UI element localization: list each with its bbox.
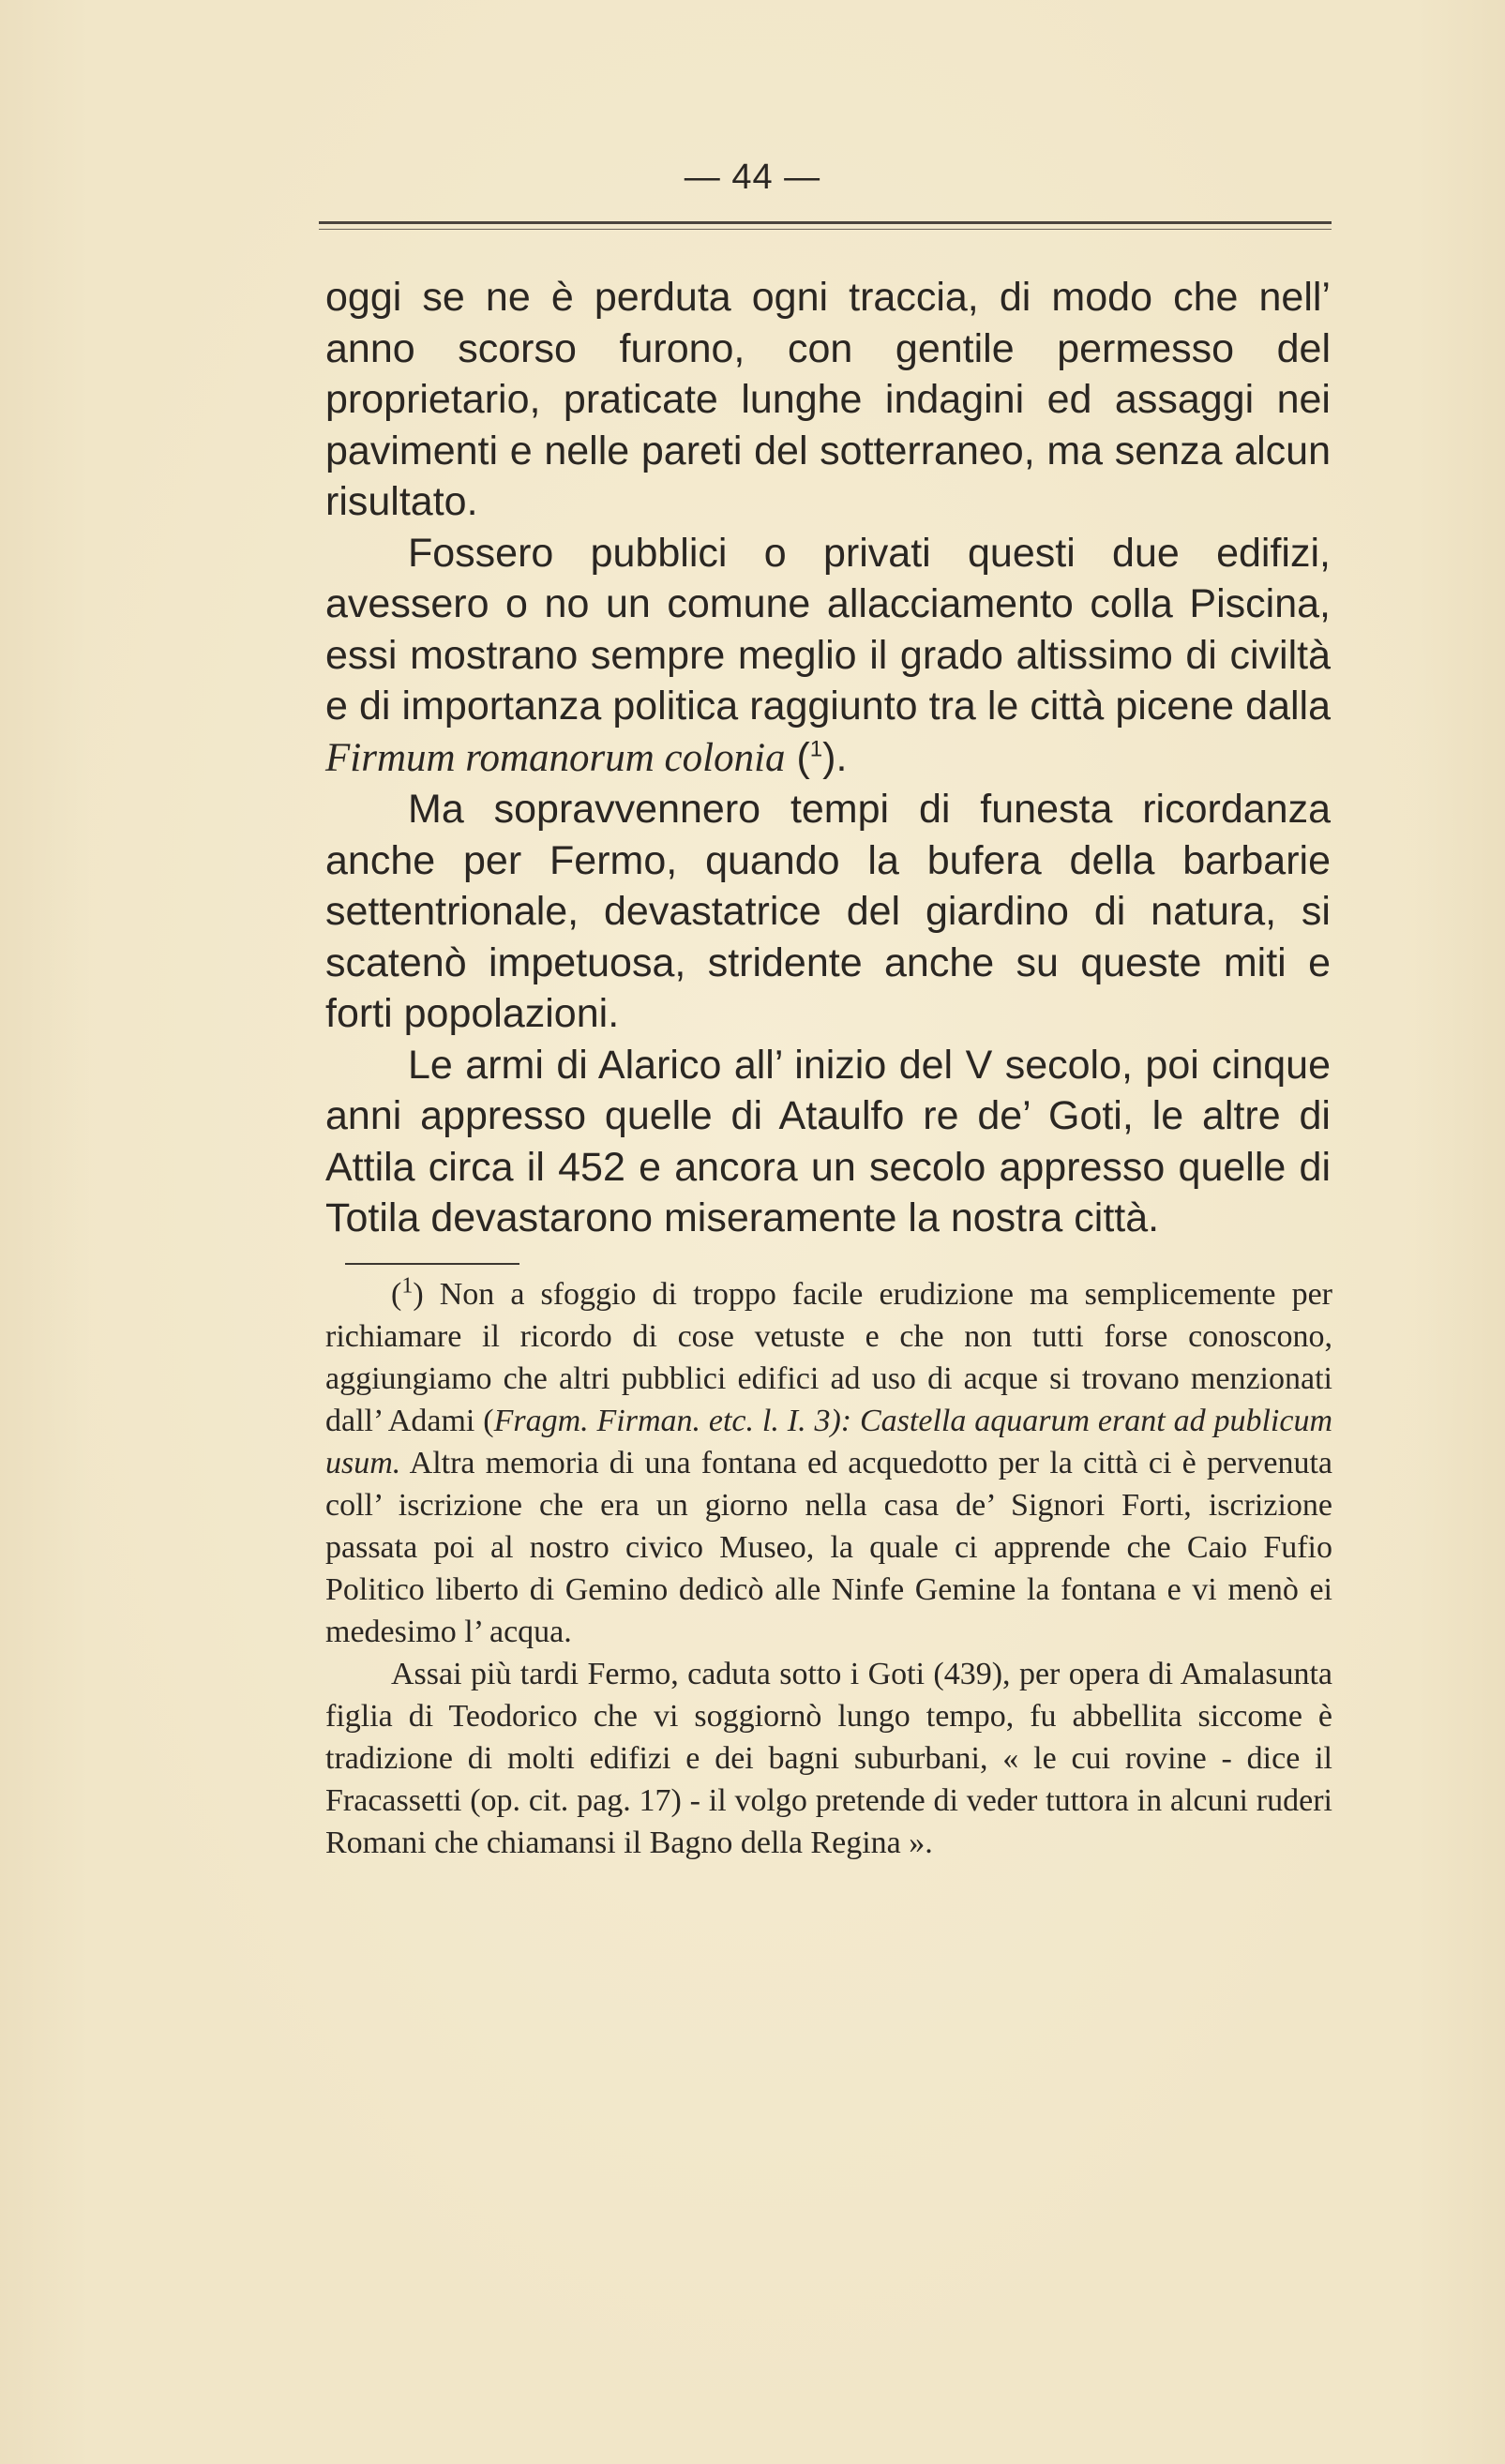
- footnote-1: ($^1$) Non a sfoggio di troppo facile erudizione ma semplicemente per richiamare il ricordo di cose vetuste e che non tutti forse conoscono, aggiungiamo che altri pubblici edifici ad uso di acque si trovano menzionati dall’ Adami (Fragm. Firman. etc. l. I. 3): Castella aquarum erant ad publicum usum. Altra memoria di una fontana ed acquedotto per la città ci è pervenuta coll’ iscrizione che era un giorno nella casa de’ Signori Forti, iscrizione passata poi al nostro civico Museo, la quale ci apprende che Caio Fufio Politico liberto di Gemino dedicò alle Ninfe Gemine la fontana e vi menò ei medesimo l’ acqua.: [325, 1273, 1333, 1649]
- footnote-1-text-continued: Altra memoria di una fontana ed acquedotto per la città ci è pervenuta coll’ iscrizione che era un giorno nella casa de’ Signori Forti, iscrizione passata poi al nostro civico Museo, la quale ci apprende che Caio Fufio Politico liberto di Gemino dedicò alle Ninfe Gemine la fontana e vi menò ei medesimo l’ acqua.: [325, 1446, 1332, 1649]
- paragraph-4: Le armi di Alarico all’ inizio del V secolo, poi cinque anni appresso quelle di Ataulfo re de’ Goti, le altre di Attila circa il 452 e ancora un secolo appresso quelle di Totila devastarono miseramente la nostra città.: [325, 1042, 1331, 1240]
- footnotes: [325, 1273, 1332, 1864]
- footnote-ref-close: ).: [822, 734, 848, 780]
- paragraph-2-text: Fossero pubblici o privati questi due edifizi, avessero o no un comune allacciamento colla Piscina, essi mostrano sempre meglio il grado altissimo di civiltà e di importanza politica raggiunto tra le città picene dalla: [325, 530, 1331, 729]
- footnote-ref-open: (: [785, 734, 810, 780]
- footnote-ref-mark: 1: [809, 736, 823, 762]
- paragraph-1: oggi se ne è perduta ogni traccia, di modo che nell’ anno scorso furono, con gentile permesso del proprietario, praticate lunghe indagini ed assaggi nei pavimenti e nelle pareti del sotterraneo, ma senza alcun risultato.: [325, 275, 1331, 524]
- footnote-2: Assai più tardi Fermo, caduta sotto i Goti (439), per opera di Amalasunta figlia di Teodorico che vi soggiornò lungo tempo, fu abbellita siccome è tradizione di molti edifizi e dei bagni suburbani, « le cui rovine - dice il Fracassetti (op. cit. pag. 17) - il volgo pretende di veder tuttora in alcuni ruderi Romani che chiamansi il Bagno della Regina ».: [325, 1657, 1332, 1860]
- paragraph-2-italic: Firmum romanorum colonia: [325, 735, 786, 780]
- page-number: — 44 —: [684, 158, 821, 197]
- header-rule-thin: [319, 229, 1332, 230]
- footnote-rule: [345, 1263, 519, 1265]
- footnote-1-mark: 1: [401, 1273, 414, 1299]
- footnote-1-italic: Fragm. Firman. etc. l. I. 3): Castella aquarum erant ad publicum usum.: [325, 1404, 1333, 1480]
- paragraph-2: [325, 528, 1331, 785]
- footnote-1-text: Non a sfoggio di troppo facile erudizione ma semplicemente per richiamare il ricordo di cose vetuste e che non tutti forse conoscono, aggiungiamo che altri pubblici edifici ad uso di acque si trovano menzionati dall’ Adami (: [325, 1277, 1332, 1438]
- paragraph-3: Ma sopravvennero tempi di funesta ricordanza anche per Fermo, quando la bufera della barbarie settentrionale, devastatrice del giardino di natura, si scatenò impetuosa, stridente anche su queste miti e forti popolazioni.: [325, 787, 1331, 1036]
- header-rule: [319, 221, 1332, 224]
- main-text: [325, 272, 1331, 1244]
